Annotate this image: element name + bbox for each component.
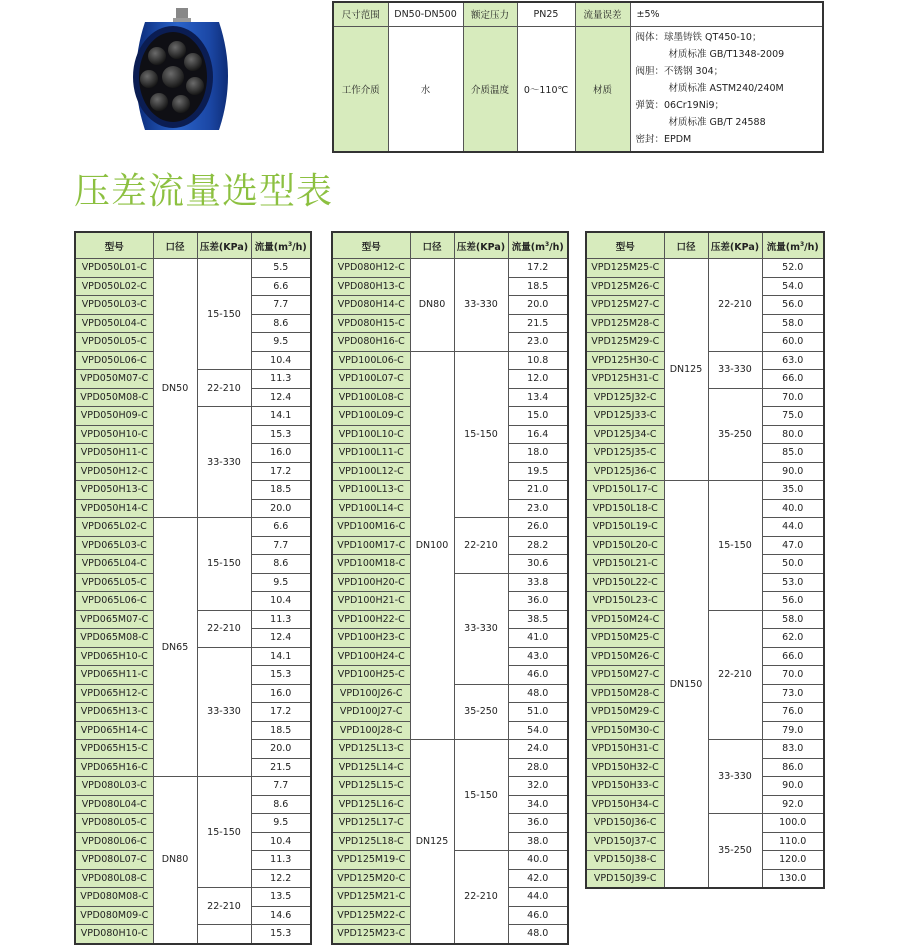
flow-cell: 38.5 bbox=[508, 610, 568, 629]
model-cell: VPD125L14-C bbox=[332, 758, 410, 777]
model-cell: VPD080H16-C bbox=[332, 333, 410, 352]
material-line: 材质标准 GB/T 24588 bbox=[668, 117, 766, 129]
model-cell: VPD125M19-C bbox=[332, 851, 410, 870]
diameter-cell: DN80 bbox=[410, 259, 454, 352]
spec-table bbox=[332, 1, 824, 153]
flow-cell: 19.5 bbox=[508, 462, 568, 481]
material-details bbox=[630, 26, 823, 152]
model-cell: VPD050M08-C bbox=[75, 388, 153, 407]
flow-cell: 14.1 bbox=[251, 647, 311, 666]
flow-cell: 47.0 bbox=[762, 536, 824, 555]
model-cell: VPD150M25-C bbox=[586, 629, 664, 648]
model-cell: VPD065L05-C bbox=[75, 573, 153, 592]
flow-cell: 58.0 bbox=[762, 610, 824, 629]
diameter-cell: DN150 bbox=[664, 481, 708, 889]
flow-cell: 10.4 bbox=[251, 351, 311, 370]
model-cell: VPD125J33-C bbox=[586, 407, 664, 426]
model-cell: VPD100L10-C bbox=[332, 425, 410, 444]
flow-cell: 21.5 bbox=[251, 758, 311, 777]
model-cell: VPD100J28-C bbox=[332, 721, 410, 740]
model-cell: VPD150M26-C bbox=[586, 647, 664, 666]
flow-cell: 21.5 bbox=[508, 314, 568, 333]
header-diameter: 口径 bbox=[410, 232, 454, 259]
flow-error-value: ±5% bbox=[630, 2, 823, 26]
model-cell: VPD150L17-C bbox=[586, 481, 664, 500]
pressure-cell: 15-150 bbox=[197, 777, 251, 888]
flow-cell: 32.0 bbox=[508, 777, 568, 796]
flow-cell: 79.0 bbox=[762, 721, 824, 740]
flow-cell: 9.5 bbox=[251, 573, 311, 592]
flow-cell: 43.0 bbox=[508, 647, 568, 666]
model-cell: VPD100L07-C bbox=[332, 370, 410, 389]
flow-cell: 48.0 bbox=[508, 925, 568, 944]
flow-cell: 36.0 bbox=[508, 592, 568, 611]
table-row bbox=[75, 259, 311, 278]
header-pressure: 压差(KPa) bbox=[708, 232, 762, 259]
flow-cell: 42.0 bbox=[508, 869, 568, 888]
model-cell: VPD050H14-C bbox=[75, 499, 153, 518]
model-cell: VPD100L12-C bbox=[332, 462, 410, 481]
pressure-cell: 33-330 bbox=[197, 647, 251, 777]
flow-cell: 17.2 bbox=[508, 259, 568, 278]
model-cell: VPD125J32-C bbox=[586, 388, 664, 407]
model-cell: VPD065L06-C bbox=[75, 592, 153, 611]
model-cell: VPD065M08-C bbox=[75, 629, 153, 648]
flow-cell: 11.3 bbox=[251, 370, 311, 389]
model-cell: VPD080L07-C bbox=[75, 851, 153, 870]
flow-cell: 18.5 bbox=[251, 481, 311, 500]
model-cell: VPD080H15-C bbox=[332, 314, 410, 333]
table-row bbox=[586, 481, 824, 500]
pressure-cell: 33-330 bbox=[708, 740, 762, 814]
model-cell: VPD065L03-C bbox=[75, 536, 153, 555]
table-row bbox=[332, 351, 568, 370]
model-cell: VPD080L04-C bbox=[75, 795, 153, 814]
model-cell: VPD080H10-C bbox=[75, 925, 153, 944]
model-cell: VPD080M08-C bbox=[75, 888, 153, 907]
model-cell: VPD150M30-C bbox=[586, 721, 664, 740]
flow-cell: 12.0 bbox=[508, 370, 568, 389]
model-cell: VPD065H10-C bbox=[75, 647, 153, 666]
material-line: 阀体：球墨铸铁 QT450-10； bbox=[635, 32, 762, 44]
flow-cell: 30.6 bbox=[508, 555, 568, 574]
model-cell: VPD150L18-C bbox=[586, 499, 664, 518]
flow-cell: 41.0 bbox=[508, 629, 568, 648]
flow-cell: 14.6 bbox=[251, 906, 311, 925]
model-cell: VPD125J34-C bbox=[586, 425, 664, 444]
table-row bbox=[332, 740, 568, 759]
model-cell: VPD125M28-C bbox=[586, 314, 664, 333]
model-cell: VPD125L15-C bbox=[332, 777, 410, 796]
flow-cell: 66.0 bbox=[762, 647, 824, 666]
model-cell: VPD080H13-C bbox=[332, 277, 410, 296]
flow-cell: 62.0 bbox=[762, 629, 824, 648]
flow-cell: 8.6 bbox=[251, 795, 311, 814]
flow-cell: 100.0 bbox=[762, 814, 824, 833]
header-model: 型号 bbox=[75, 232, 153, 259]
flow-cell: 50.0 bbox=[762, 555, 824, 574]
flow-error-label: 流量误差 bbox=[575, 2, 630, 26]
model-cell: VPD150M29-C bbox=[586, 703, 664, 722]
pressure-cell: 35-250 bbox=[454, 684, 508, 740]
model-cell: VPD125M20-C bbox=[332, 869, 410, 888]
model-cell: VPD150H32-C bbox=[586, 758, 664, 777]
model-cell: VPD150L21-C bbox=[586, 555, 664, 574]
model-cell: VPD100M18-C bbox=[332, 555, 410, 574]
flow-cell: 14.1 bbox=[251, 407, 311, 426]
flow-cell: 63.0 bbox=[762, 351, 824, 370]
material-line: 材质标准 GB/T1348-2009 bbox=[668, 49, 785, 61]
model-cell: VPD065L02-C bbox=[75, 518, 153, 537]
flow-cell: 9.5 bbox=[251, 814, 311, 833]
flow-cell: 90.0 bbox=[762, 777, 824, 796]
flow-cell: 26.0 bbox=[508, 518, 568, 537]
pressure-cell: 33-330 bbox=[454, 259, 508, 352]
flow-cell: 90.0 bbox=[762, 462, 824, 481]
header-pressure: 压差(KPa) bbox=[197, 232, 251, 259]
model-cell: VPD150J38-C bbox=[586, 851, 664, 870]
flow-cell: 110.0 bbox=[762, 832, 824, 851]
flow-cell: 16.0 bbox=[251, 684, 311, 703]
model-cell: VPD100L11-C bbox=[332, 444, 410, 463]
flow-cell: 34.0 bbox=[508, 795, 568, 814]
model-cell: VPD150J37-C bbox=[586, 832, 664, 851]
model-cell: VPD100L06-C bbox=[332, 351, 410, 370]
table-row bbox=[75, 777, 311, 796]
model-cell: VPD100H25-C bbox=[332, 666, 410, 685]
flow-cell: 10.4 bbox=[251, 832, 311, 851]
model-cell: VPD125H31-C bbox=[586, 370, 664, 389]
pressure-cell: 33-330 bbox=[708, 351, 762, 388]
flow-cell: 16.4 bbox=[508, 425, 568, 444]
model-cell: VPD150H31-C bbox=[586, 740, 664, 759]
header-flow: 流量$(m^3/h)$ bbox=[508, 232, 568, 259]
flow-cell: 46.0 bbox=[508, 906, 568, 925]
flow-cell: 60.0 bbox=[762, 333, 824, 352]
diameter-cell: DN125 bbox=[664, 259, 708, 481]
flow-cell: 35.0 bbox=[762, 481, 824, 500]
model-cell: VPD100L09-C bbox=[332, 407, 410, 426]
flow-cell: 15.3 bbox=[251, 666, 311, 685]
flow-cell: 56.0 bbox=[762, 296, 824, 315]
flow-cell: 12.4 bbox=[251, 629, 311, 648]
model-cell: VPD150M24-C bbox=[586, 610, 664, 629]
model-cell: VPD050L01-C bbox=[75, 259, 153, 278]
flow-cell: 6.6 bbox=[251, 518, 311, 537]
flow-cell: 17.2 bbox=[251, 703, 311, 722]
flow-cell: 53.0 bbox=[762, 573, 824, 592]
flow-cell: 51.0 bbox=[508, 703, 568, 722]
pressure-cell: 22-210 bbox=[708, 259, 762, 352]
model-cell: VPD065L04-C bbox=[75, 555, 153, 574]
model-cell: VPD100H22-C bbox=[332, 610, 410, 629]
flow-cell: 20.0 bbox=[251, 740, 311, 759]
model-cell: VPD125M21-C bbox=[332, 888, 410, 907]
flow-cell: 20.0 bbox=[508, 296, 568, 315]
model-cell: VPD125L16-C bbox=[332, 795, 410, 814]
flow-cell: 76.0 bbox=[762, 703, 824, 722]
model-cell: VPD125J36-C bbox=[586, 462, 664, 481]
pressure-cell: 22-210 bbox=[197, 370, 251, 407]
model-cell: VPD100M16-C bbox=[332, 518, 410, 537]
flow-cell: 70.0 bbox=[762, 388, 824, 407]
flow-cell: 8.6 bbox=[251, 555, 311, 574]
flow-cell: 9.5 bbox=[251, 333, 311, 352]
flow-cell: 33.8 bbox=[508, 573, 568, 592]
product-image bbox=[115, 6, 249, 140]
material-line: 弹簧：06Cr19Ni9； bbox=[635, 100, 725, 112]
flow-cell: 28.2 bbox=[508, 536, 568, 555]
model-cell: VPD080L03-C bbox=[75, 777, 153, 796]
flow-cell: 80.0 bbox=[762, 425, 824, 444]
model-cell: VPD125H30-C bbox=[586, 351, 664, 370]
flow-cell: 40.0 bbox=[508, 851, 568, 870]
model-cell: VPD080L05-C bbox=[75, 814, 153, 833]
flow-cell: 18.0 bbox=[508, 444, 568, 463]
pressure-cell: 22-210 bbox=[197, 610, 251, 647]
model-cell: VPD050H13-C bbox=[75, 481, 153, 500]
header-pressure: 压差(KPa) bbox=[454, 232, 508, 259]
diameter-cell: DN80 bbox=[153, 777, 197, 944]
flow-cell: 83.0 bbox=[762, 740, 824, 759]
model-cell: VPD065H13-C bbox=[75, 703, 153, 722]
model-cell: VPD100L08-C bbox=[332, 388, 410, 407]
medium-value: 水 bbox=[388, 26, 463, 152]
model-cell: VPD100J26-C bbox=[332, 684, 410, 703]
pressure-cell: 22-210 bbox=[197, 888, 251, 925]
pressure-cell: 22-210 bbox=[708, 610, 762, 740]
model-cell: VPD100H23-C bbox=[332, 629, 410, 648]
model-cell: VPD125M22-C bbox=[332, 906, 410, 925]
pressure-value: PN25 bbox=[517, 2, 575, 26]
model-cell: VPD065H12-C bbox=[75, 684, 153, 703]
flow-cell: 54.0 bbox=[762, 277, 824, 296]
flow-cell: 6.6 bbox=[251, 277, 311, 296]
flow-cell: 15.0 bbox=[508, 407, 568, 426]
pressure-cell: 22-210 bbox=[454, 518, 508, 574]
flow-cell: 120.0 bbox=[762, 851, 824, 870]
pressure-cell: 33-330 bbox=[454, 573, 508, 684]
medium-label: 工作介质 bbox=[333, 26, 388, 152]
model-cell: VPD150H34-C bbox=[586, 795, 664, 814]
flow-cell: 21.0 bbox=[508, 481, 568, 500]
model-cell: VPD150H33-C bbox=[586, 777, 664, 796]
model-cell: VPD150L19-C bbox=[586, 518, 664, 537]
model-cell: VPD065H15-C bbox=[75, 740, 153, 759]
flow-cell: 40.0 bbox=[762, 499, 824, 518]
material-label: 材质 bbox=[575, 26, 630, 152]
model-cell: VPD080H14-C bbox=[332, 296, 410, 315]
model-cell: VPD125M25-C bbox=[586, 259, 664, 278]
flow-cell: 7.7 bbox=[251, 296, 311, 315]
model-cell: VPD050H10-C bbox=[75, 425, 153, 444]
selection-table-2 bbox=[331, 231, 569, 945]
model-cell: VPD080M09-C bbox=[75, 906, 153, 925]
flow-cell: 11.3 bbox=[251, 851, 311, 870]
flow-cell: 20.0 bbox=[251, 499, 311, 518]
model-cell: VPD125M26-C bbox=[586, 277, 664, 296]
pressure-cell bbox=[197, 925, 251, 944]
model-cell: VPD125L13-C bbox=[332, 740, 410, 759]
flow-cell: 46.0 bbox=[508, 666, 568, 685]
model-cell: VPD050H09-C bbox=[75, 407, 153, 426]
pressure-cell: 22-210 bbox=[454, 851, 508, 944]
flow-cell: 23.0 bbox=[508, 333, 568, 352]
flow-cell: 75.0 bbox=[762, 407, 824, 426]
model-cell: VPD150J36-C bbox=[586, 814, 664, 833]
model-cell: VPD100M17-C bbox=[332, 536, 410, 555]
header-flow: 流量$(m^3/h)$ bbox=[762, 232, 824, 259]
model-cell: VPD080L06-C bbox=[75, 832, 153, 851]
model-cell: VPD125L17-C bbox=[332, 814, 410, 833]
flow-cell: 10.8 bbox=[508, 351, 568, 370]
model-cell: VPD100H24-C bbox=[332, 647, 410, 666]
header-model: 型号 bbox=[586, 232, 664, 259]
temperature-label: 介质温度 bbox=[463, 26, 517, 152]
model-cell: VPD100L14-C bbox=[332, 499, 410, 518]
pressure-cell: 15-150 bbox=[454, 740, 508, 851]
flow-cell: 44.0 bbox=[508, 888, 568, 907]
model-cell: VPD065H14-C bbox=[75, 721, 153, 740]
table-row bbox=[75, 518, 311, 537]
model-cell: VPD100H21-C bbox=[332, 592, 410, 611]
flow-cell: 73.0 bbox=[762, 684, 824, 703]
model-cell: VPD080H12-C bbox=[332, 259, 410, 278]
flow-cell: 48.0 bbox=[508, 684, 568, 703]
pressure-cell: 15-150 bbox=[197, 518, 251, 611]
model-cell: VPD125M29-C bbox=[586, 333, 664, 352]
flow-cell: 7.7 bbox=[251, 777, 311, 796]
selection-table-3 bbox=[585, 231, 825, 889]
flow-cell: 8.6 bbox=[251, 314, 311, 333]
header-model: 型号 bbox=[332, 232, 410, 259]
flow-cell: 44.0 bbox=[762, 518, 824, 537]
table-row bbox=[586, 259, 824, 278]
flow-cell: 130.0 bbox=[762, 869, 824, 888]
flow-cell: 86.0 bbox=[762, 758, 824, 777]
model-cell: VPD080L08-C bbox=[75, 869, 153, 888]
model-cell: VPD050L05-C bbox=[75, 333, 153, 352]
flow-cell: 12.2 bbox=[251, 869, 311, 888]
model-cell: VPD050L06-C bbox=[75, 351, 153, 370]
flow-cell: 36.0 bbox=[508, 814, 568, 833]
flow-cell: 18.5 bbox=[508, 277, 568, 296]
flow-cell: 28.0 bbox=[508, 758, 568, 777]
flow-cell: 10.4 bbox=[251, 592, 311, 611]
flow-cell: 11.3 bbox=[251, 610, 311, 629]
temperature-value: 0～110℃ bbox=[517, 26, 575, 152]
material-line: 密封：EPDM bbox=[635, 134, 692, 146]
flow-cell: 52.0 bbox=[762, 259, 824, 278]
model-cell: VPD150M28-C bbox=[586, 684, 664, 703]
flow-cell: 12.4 bbox=[251, 388, 311, 407]
pressure-cell: 15-150 bbox=[197, 259, 251, 370]
flow-cell: 85.0 bbox=[762, 444, 824, 463]
flow-cell: 5.5 bbox=[251, 259, 311, 278]
flow-cell: 13.4 bbox=[508, 388, 568, 407]
diameter-cell: DN125 bbox=[410, 740, 454, 944]
flow-cell: 54.0 bbox=[508, 721, 568, 740]
flow-cell: 56.0 bbox=[762, 592, 824, 611]
model-cell: VPD100L13-C bbox=[332, 481, 410, 500]
selection-table-1 bbox=[74, 231, 312, 945]
table-row bbox=[332, 259, 568, 278]
flow-cell: 7.7 bbox=[251, 536, 311, 555]
flow-cell: 18.5 bbox=[251, 721, 311, 740]
model-cell: VPD150J39-C bbox=[586, 869, 664, 888]
flow-cell: 15.3 bbox=[251, 425, 311, 444]
model-cell: VPD125M23-C bbox=[332, 925, 410, 944]
diameter-cell: DN50 bbox=[153, 259, 197, 518]
model-cell: VPD065H11-C bbox=[75, 666, 153, 685]
material-line: 材质标准 ASTM240/240M bbox=[668, 83, 784, 95]
pressure-cell: 15-150 bbox=[708, 481, 762, 611]
flow-cell: 66.0 bbox=[762, 370, 824, 389]
flow-cell: 23.0 bbox=[508, 499, 568, 518]
model-cell: VPD050L02-C bbox=[75, 277, 153, 296]
model-cell: VPD065H16-C bbox=[75, 758, 153, 777]
pressure-cell: 15-150 bbox=[454, 351, 508, 518]
model-cell: VPD100J27-C bbox=[332, 703, 410, 722]
size-range-label: 尺寸范围 bbox=[333, 2, 388, 26]
flow-cell: 16.0 bbox=[251, 444, 311, 463]
size-range-value: DN50-DN500 bbox=[388, 2, 463, 26]
model-cell: VPD150L23-C bbox=[586, 592, 664, 611]
model-cell: VPD050H12-C bbox=[75, 462, 153, 481]
diameter-cell: DN65 bbox=[153, 518, 197, 777]
model-cell: VPD125M27-C bbox=[586, 296, 664, 315]
model-cell: VPD125L18-C bbox=[332, 832, 410, 851]
flow-cell: 92.0 bbox=[762, 795, 824, 814]
model-cell: VPD050H11-C bbox=[75, 444, 153, 463]
model-cell: VPD125J35-C bbox=[586, 444, 664, 463]
flow-cell: 13.5 bbox=[251, 888, 311, 907]
diameter-cell: DN100 bbox=[410, 351, 454, 740]
model-cell: VPD150L22-C bbox=[586, 573, 664, 592]
model-cell: VPD150M27-C bbox=[586, 666, 664, 685]
flow-cell: 15.3 bbox=[251, 925, 311, 944]
model-cell: VPD065M07-C bbox=[75, 610, 153, 629]
model-cell: VPD050L04-C bbox=[75, 314, 153, 333]
page-heading: 压差流量选型表 bbox=[74, 171, 334, 212]
model-cell: VPD100H20-C bbox=[332, 573, 410, 592]
pressure-cell: 33-330 bbox=[197, 407, 251, 518]
header-flow: 流量$(m^3/h)$ bbox=[251, 232, 311, 259]
flow-cell: 17.2 bbox=[251, 462, 311, 481]
pressure-cell: 35-250 bbox=[708, 388, 762, 481]
flow-cell: 58.0 bbox=[762, 314, 824, 333]
model-cell: VPD150L20-C bbox=[586, 536, 664, 555]
flow-cell: 38.0 bbox=[508, 832, 568, 851]
header-diameter: 口径 bbox=[153, 232, 197, 259]
model-cell: VPD050L03-C bbox=[75, 296, 153, 315]
pressure-cell: 35-250 bbox=[708, 814, 762, 889]
header-diameter: 口径 bbox=[664, 232, 708, 259]
material-line: 阀胆：不锈钢 304； bbox=[635, 66, 724, 78]
model-cell: VPD050M07-C bbox=[75, 370, 153, 389]
flow-cell: 70.0 bbox=[762, 666, 824, 685]
flow-cell: 24.0 bbox=[508, 740, 568, 759]
pressure-label: 额定压力 bbox=[463, 2, 517, 26]
